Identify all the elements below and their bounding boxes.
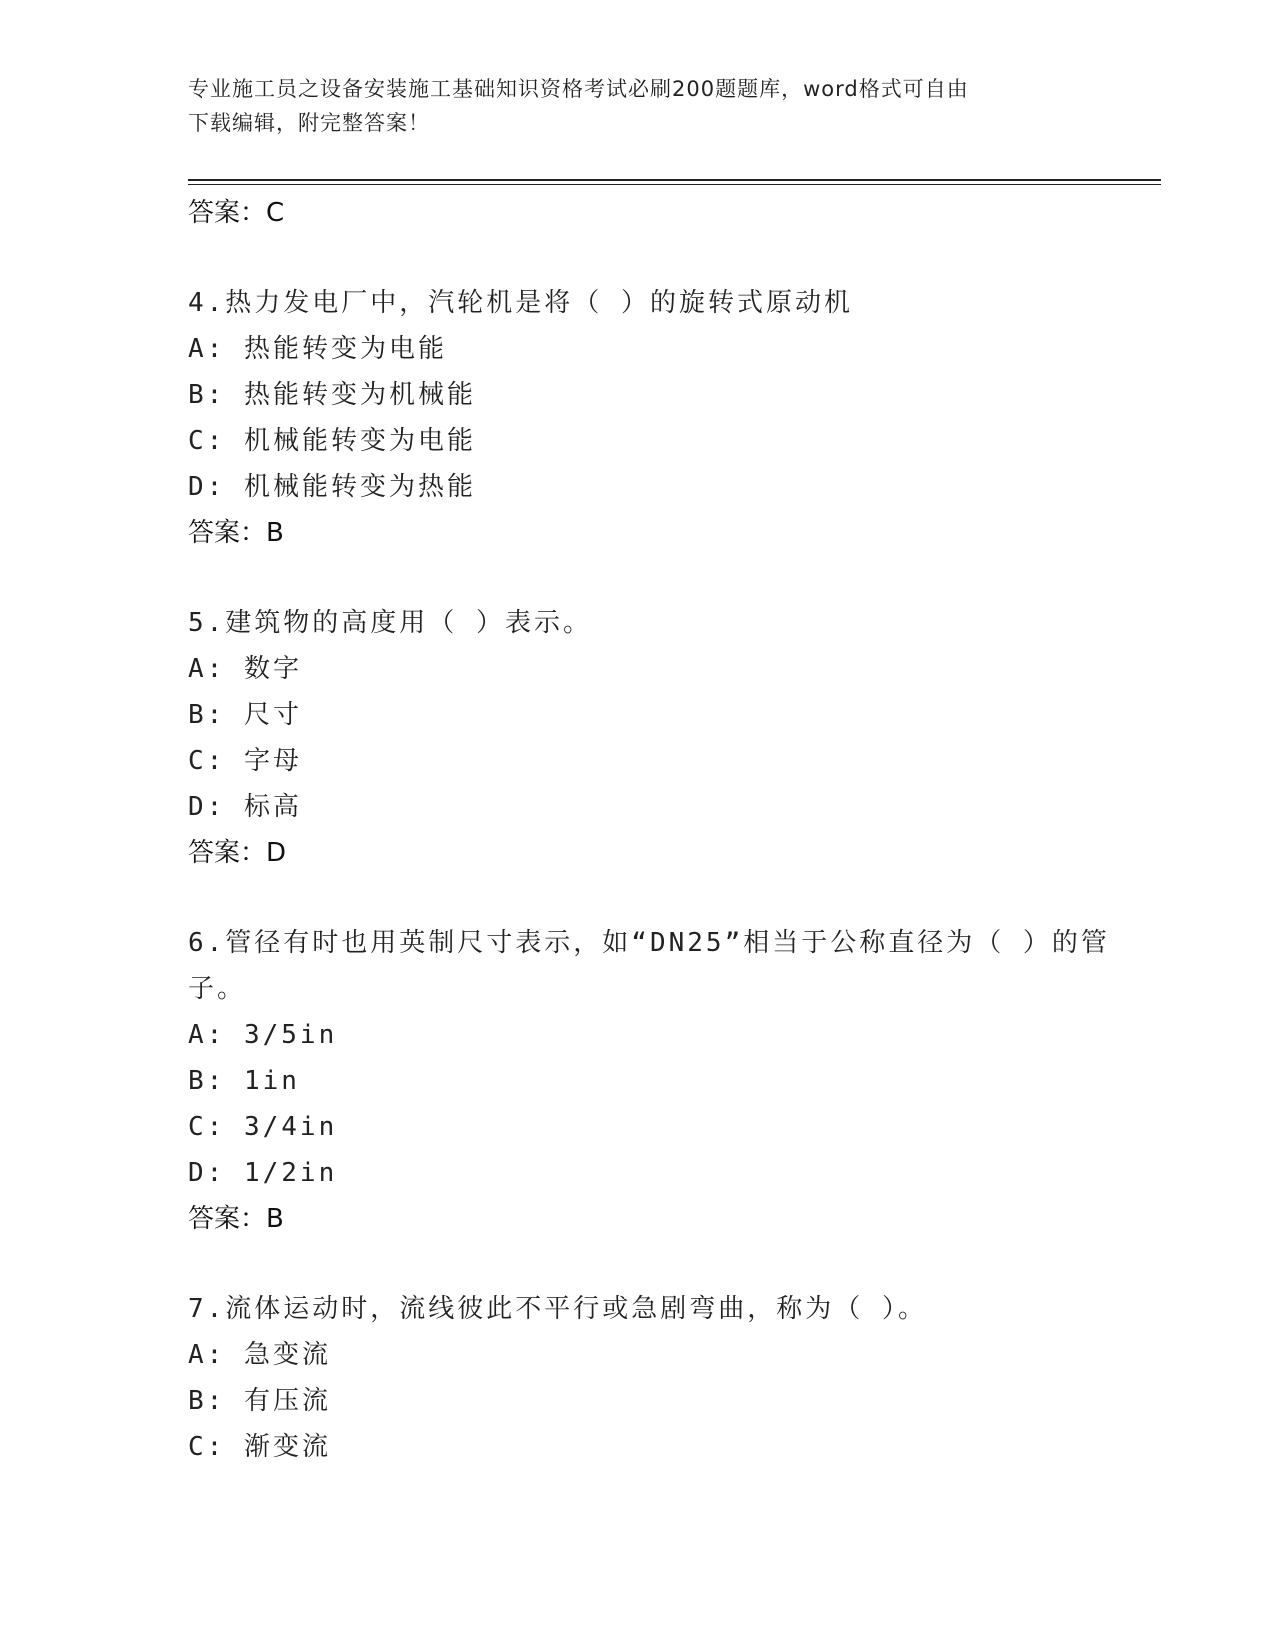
answer-line: 答案：B (188, 1204, 284, 1234)
question-block (188, 1286, 1148, 1470)
option-d: D: 机械能转变为热能 (188, 472, 476, 502)
question-block (188, 920, 1148, 1242)
question-block (188, 280, 1148, 556)
option-a: A: 3/5in (188, 1020, 338, 1050)
option-b: B: 尺寸 (188, 700, 302, 730)
option-d: D: 标高 (188, 792, 302, 822)
header-line-1: 专业施工员之设备安装施工基础知识资格考试必刷200题题库，word格式可自由 (188, 77, 969, 101)
answer-line: 答案：C (188, 198, 285, 228)
answer-line: 答案：B (188, 518, 284, 548)
option-b: B: 1in (188, 1066, 300, 1096)
option-a: A: 热能转变为电能 (188, 334, 447, 364)
option-c: C: 3/4in (188, 1112, 338, 1142)
question-list (188, 190, 1148, 1470)
question-text: 6.管径有时也用英制尺寸表示，如“DN25”相当于公称直径为（ ）的管子。 (188, 928, 1110, 1004)
option-c: C: 机械能转变为电能 (188, 426, 476, 456)
question-text: 5.建筑物的高度用（ ）表示。 (188, 608, 592, 638)
header-rule-thin (188, 184, 1161, 185)
question-block (188, 600, 1148, 876)
answer-line: 答案：D (188, 838, 287, 868)
question-text: 4.热力发电厂中，汽轮机是将（ ）的旋转式原动机 (188, 288, 853, 318)
option-b: B: 有压流 (188, 1386, 331, 1416)
option-a: A: 急变流 (188, 1340, 331, 1370)
option-a: A: 数字 (188, 654, 302, 684)
option-d: D: 1/2in (188, 1158, 338, 1188)
document-header (188, 72, 1088, 140)
header-line-2: 下载编辑，附完整答案！ (188, 111, 430, 135)
option-c: C: 渐变流 (188, 1432, 331, 1462)
option-b: B: 热能转变为机械能 (188, 380, 476, 410)
header-rule-thick (188, 179, 1161, 181)
question-text: 7.流体运动时，流线彼此不平行或急剧弯曲，称为（ ）。 (188, 1294, 927, 1324)
option-c: C: 字母 (188, 746, 302, 776)
